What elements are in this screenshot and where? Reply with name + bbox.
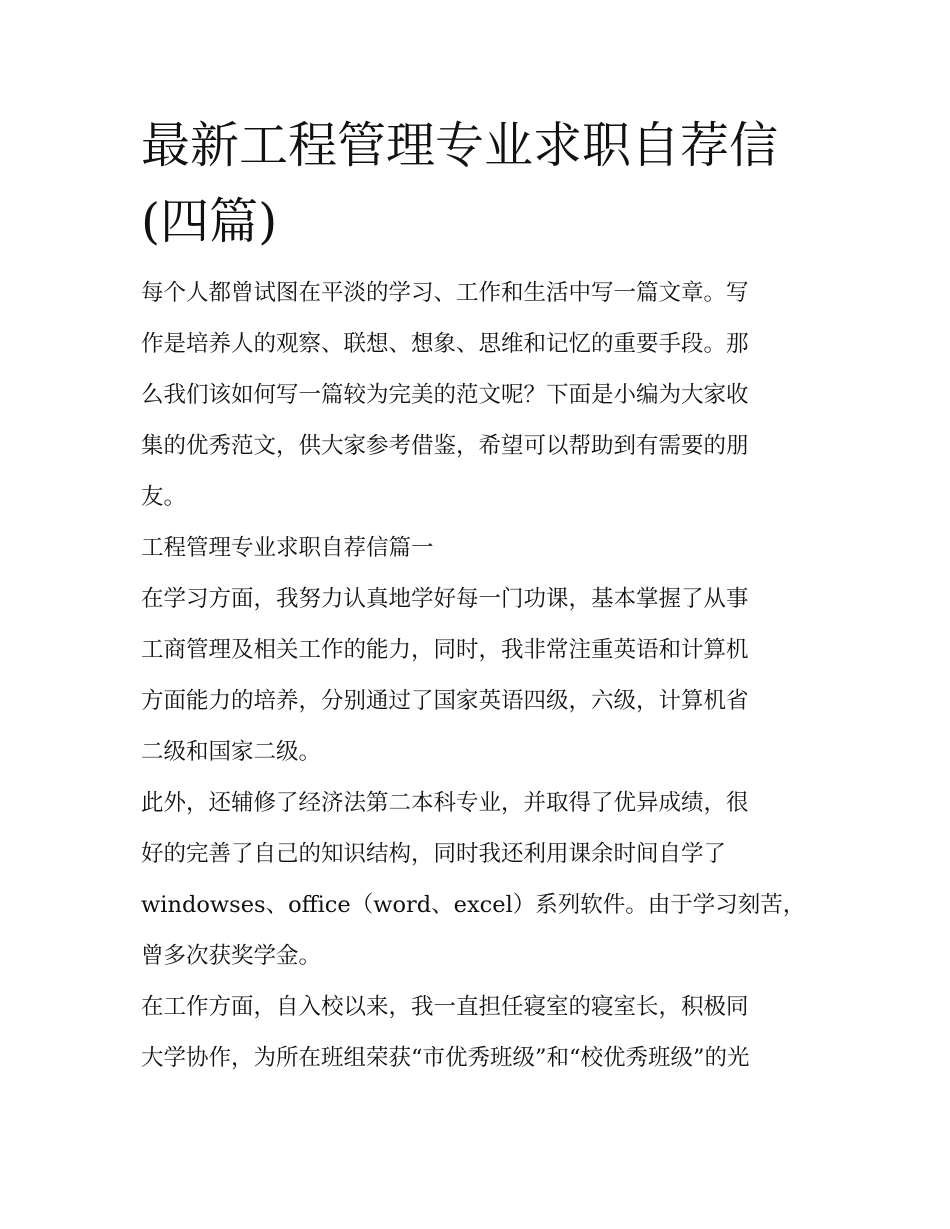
section-heading: 工程管理专业求职自荐信篇一 (141, 535, 434, 561)
text-line: 大学协作，为所在班组荣获“市优秀班级”和“校优秀班级”的光 (141, 1045, 750, 1071)
title-line-1: 最新工程管理专业求职自荐信 (141, 117, 779, 174)
text-line: 曾多次获奖学金。 (141, 943, 322, 969)
text-line: 工商管理及相关工作的能力，同时，我非常注重英语和计算机 (141, 637, 749, 663)
text-line: 好的完善了自己的知识结构，同时我还利用课余时间自学了 (141, 841, 727, 867)
text-line: 在工作方面，自入校以来，我一直担任寝室的寝室长，积极同 (141, 994, 749, 1020)
text-line: 方面能力的培养，分别通过了国家英语四级，六级，计算机省 (141, 688, 749, 714)
text-line: windowses、office（word、excel）系列软件。由于学习刻苦， (141, 892, 806, 918)
text-line: 作是培养人的观察、联想、想象、思维和记忆的重要手段。那 (141, 331, 749, 357)
title-line-2: (四篇) (141, 193, 278, 250)
document-title (141, 108, 813, 260)
extra-study-paragraph (141, 778, 813, 982)
document-page (141, 108, 813, 1084)
text-line: 每个人都曾试图在平淡的学习、工作和生活中写一篇文章。写 (141, 280, 749, 306)
document-body (141, 268, 813, 1084)
text-line: 友。 (141, 484, 187, 510)
study-paragraph (141, 574, 813, 778)
text-line: 集的优秀范文，供大家参考借鉴，希望可以帮助到有需要的朋 (141, 433, 749, 459)
work-paragraph (141, 982, 813, 1084)
text-line: 二级和国家二级。 (141, 739, 322, 765)
text-line: 此外，还辅修了经济法第二本科专业，并取得了优异成绩，很 (141, 790, 749, 816)
text-line: 在学习方面，我努力认真地学好每一门功课，基本掌握了从事 (141, 586, 749, 612)
text-line: 么我们该如何写一篇较为完美的范文呢？下面是小编为大家收 (141, 382, 749, 408)
intro-paragraph (141, 268, 813, 523)
